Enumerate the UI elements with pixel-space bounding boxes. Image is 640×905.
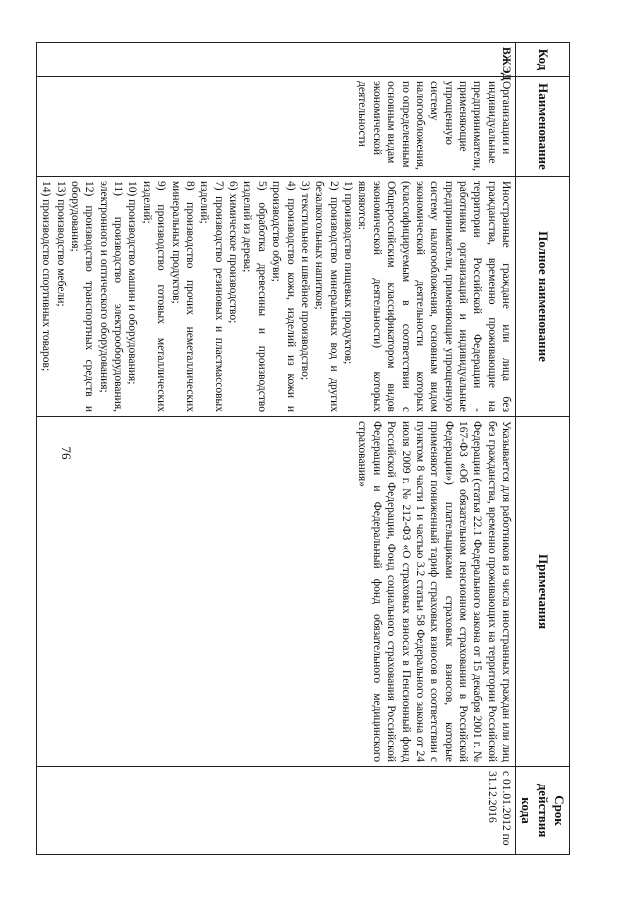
activity-item: 4) производство кожи, изделий из кожи и производство обуви;	[270, 181, 297, 412]
activity-item: 13) производство мебели;	[54, 181, 67, 307]
activity-item: 9) производство готовых металлических изделий;	[140, 181, 168, 412]
rotated-table-container	[20, 42, 570, 878]
activity-item: 1) производство пищевых продуктов;	[342, 181, 355, 365]
activity-item: 12) производство транспортных средств и оборудования;	[69, 181, 96, 412]
cell-code: ВЖЭД	[36, 43, 515, 77]
activity-item: 14) производство спортивных товаров;	[40, 181, 53, 372]
header-full-name: Полное наименование	[516, 177, 570, 417]
cell-full-name	[36, 177, 515, 417]
activity-item: 7) производство резиновых и пластмассовых изделий;	[198, 181, 225, 412]
activity-item: 5) обработка древесины и производство изделий из дерева;	[241, 181, 268, 412]
cell-notes: Указывается для работников из числа иностранных граждан или лиц без гражданства, временно проживающих на территории Российской Федерации (статья 22.1 Федерального закона от 15 декабря 2001 г. № 167-ФЗ «Об обязательном пенсионном страховании в Российской Федерации») плательщиками страховых взносов, которые применяют пониженный тариф страховых взносов в соответствии с пунктом 8 части 1 и частью 3.2 статьи 58 Федерального закона от 24 июля 2009 г. № 212-ФЗ «О страховых взносах в Пенсионный фонд Российской Федерации, Фонд социального страхования Российской Федерации и Федеральный фонд обязательного медицинского страхования»	[36, 417, 515, 767]
code-table	[36, 42, 570, 855]
table-row	[36, 43, 515, 855]
cell-name: Организации и индивидуальные предприниматели, применяющие упрощенную систему налогообложения, по определенным основным видам экономической деятельности	[36, 77, 515, 177]
activity-item: 8) производство прочих неметаллических минеральных продуктов;	[169, 181, 196, 412]
full-name-intro: Иностранные граждане или лица без гражданства, временно проживающие на территории Российской Федерации - работники организаций и индивидуальные предприниматели, применяющие упрощенную систему налогообложения, основным видом экономической деятельности которых (классифицируемым в соответствии с Общероссийским классификатором видов экономической деятельности) которых являются:	[356, 181, 513, 412]
header-code: Код	[516, 43, 570, 77]
page-number: 76	[59, 446, 74, 460]
header-name: Наименование	[516, 77, 570, 177]
activity-item: 11) производство электрооборудования, электронного и оптического оборудования;	[97, 181, 125, 412]
activity-item: 6) химическое производство;	[227, 181, 240, 324]
cell-validity: с 01.01.2012 по 31.12.2016	[36, 767, 515, 855]
activity-item: 2) производство минеральных вод и других безалкогольных напитков;	[313, 181, 340, 412]
activity-item: 3) текстильное и швейное производство;	[299, 181, 311, 381]
header-notes: Примечания	[516, 417, 570, 767]
table-header-row	[516, 43, 570, 855]
header-validity: Срок действия кода	[516, 767, 570, 855]
activity-item: 10) производство машин и оборудования;	[126, 181, 139, 385]
